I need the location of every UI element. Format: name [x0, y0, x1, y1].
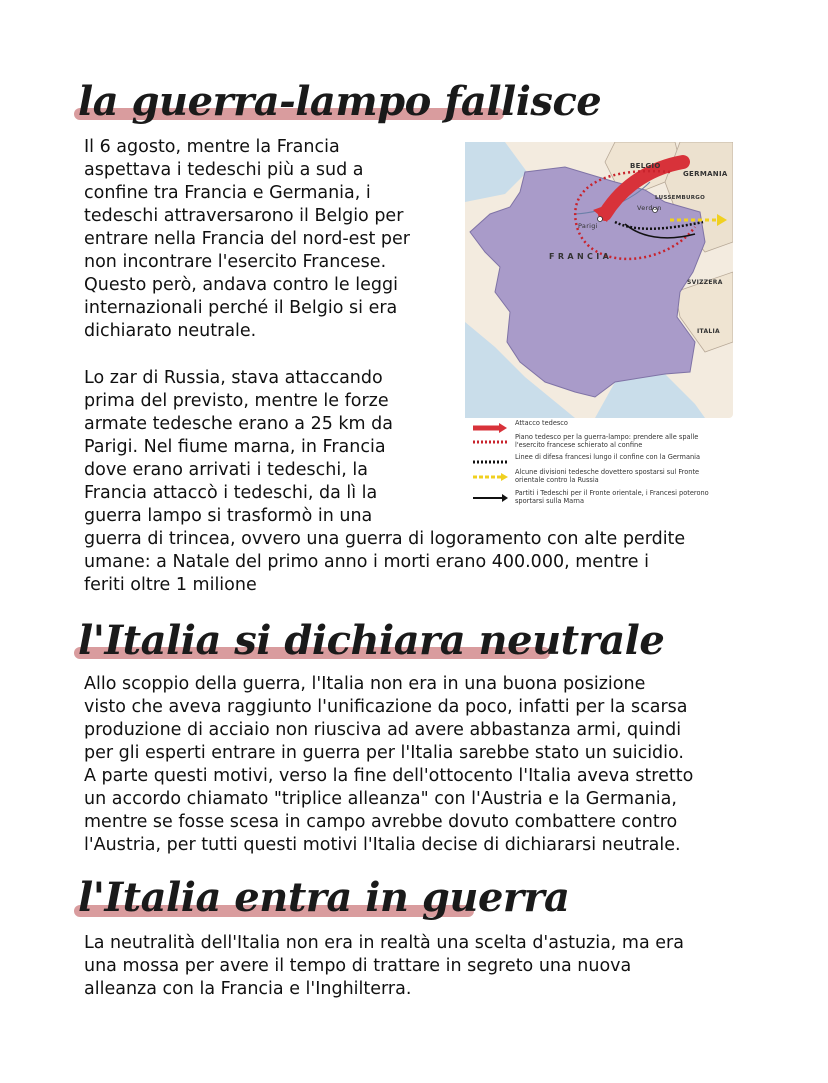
section-title: la guerra-lampo fallisce	[78, 78, 602, 125]
map-label-parigi: Parigi	[578, 222, 598, 230]
plan-icon	[473, 437, 509, 447]
text-line: produzione di acciaio non riusciva ad avere abbastanza armi, quindi	[84, 720, 682, 740]
text-line: mentre se fosse scesa in campo avrebbe dovuto combattere contro	[84, 812, 678, 832]
map-label-lussemburgo: LUSSEMBURGO	[655, 195, 706, 201]
legend-text: Alcune divisioni tedesche dovettero spostarsi sul Fronte orientale contro la Russia	[515, 468, 700, 484]
legend-text: Partiti i Tedeschi per il Fronte orientale, i Francesi poterono sportarsi sulla Marna	[515, 489, 709, 505]
text-line: dove erano arrivati i tedeschi, la	[84, 460, 368, 480]
text-line: una mossa per avere il tempo di trattare in segreto una nuova	[84, 956, 632, 976]
text-line: entrare nella Francia del nord-est per	[84, 229, 411, 249]
paragraph	[84, 932, 684, 1001]
text-line: guerra lampo si trasformò in una	[84, 506, 373, 526]
map-label-belgio: BELGIO	[630, 162, 661, 170]
text-line: guerra di trincea, ovvero una guerra di logoramento con alte perdite	[84, 529, 686, 549]
text-line: Francia attaccò i tedeschi, da lì la	[84, 483, 378, 503]
text-line: Allo scoppio della guerra, l'Italia non era in una buona posizione	[84, 674, 646, 694]
text-line: feriti oltre 1 milione	[84, 575, 257, 595]
map-label-verdun: Verdun	[637, 204, 662, 212]
text-line: Parigi. Nel fiume marna, in Francia	[84, 437, 386, 457]
section-title: l'Italia entra in guerra	[78, 874, 570, 921]
text-line: non incontrare l'esercito Francese.	[84, 252, 387, 272]
text-line: dichiarato neutrale.	[84, 321, 257, 341]
text-line: internazionali perché il Belgio si era	[84, 298, 398, 318]
map-label-francia: F R A N C I A	[549, 252, 610, 261]
map-label-italia: ITALIA	[697, 328, 721, 335]
text-line: armate tedesche erano a 25 km da	[84, 414, 393, 434]
text-line: Questo però, andava contro le leggi	[84, 275, 398, 295]
return-icon	[473, 493, 509, 503]
text-line: A parte questi motivi, verso la fine dell'ottocento l'Italia aveva stretto	[84, 766, 694, 786]
text-line: aspettava i tedeschi più a sud a	[84, 160, 364, 180]
text-line: l'Austria, per tutti questi motivi l'Italia decise di dichiararsi neutrale.	[84, 835, 681, 855]
map-label-svizzera: SVIZZERA	[687, 279, 723, 286]
map-figure	[465, 142, 733, 512]
text-line: Lo zar di Russia, stava attaccando	[84, 368, 383, 388]
text-line: Il 6 agosto, mentre la Francia	[84, 137, 340, 157]
text-line: un accordo chiamato "triplice alleanza" con l'Austria e la Germania,	[84, 789, 677, 809]
text-line: prima del previsto, mentre le forze	[84, 391, 389, 411]
text-line: per gli esperti entrare in guerra per l'Italia sarebbe stato un suicidio.	[84, 743, 684, 763]
text-line: tedeschi attraversarono il Belgio per	[84, 206, 404, 226]
paragraph	[84, 136, 410, 343]
text-line: La neutralità dell'Italia non era in realtà una scelta d'astuzia, ma era	[84, 933, 684, 953]
legend-text: Piano tedesco per la guerra-lampo: prendere alle spalle l'esercito francese schierato al confine	[515, 433, 699, 449]
paris-dot	[598, 217, 603, 222]
attack-icon	[473, 423, 509, 433]
text-line: visto che aveva raggiunto l'unificazione da poco, infatti per la scarsa	[84, 697, 688, 717]
legend-text: Attacco tedesco	[515, 419, 568, 427]
section-title: l'Italia si dichiara neutrale	[78, 617, 665, 664]
text-line: umane: a Natale del primo anno i morti erano 400.000, mentre i	[84, 552, 649, 572]
shift-icon	[473, 472, 509, 482]
paragraph	[84, 673, 693, 857]
text-line: alleanza con la Francia e l'Inghilterra.	[84, 979, 412, 999]
map-label-germania: GERMANIA	[683, 170, 728, 178]
text-line: confine tra Francia e Germania, i	[84, 183, 371, 203]
defense-icon	[473, 457, 509, 467]
legend-text: Linee di difesa francesi lungo il confine con la Germania	[515, 453, 701, 461]
